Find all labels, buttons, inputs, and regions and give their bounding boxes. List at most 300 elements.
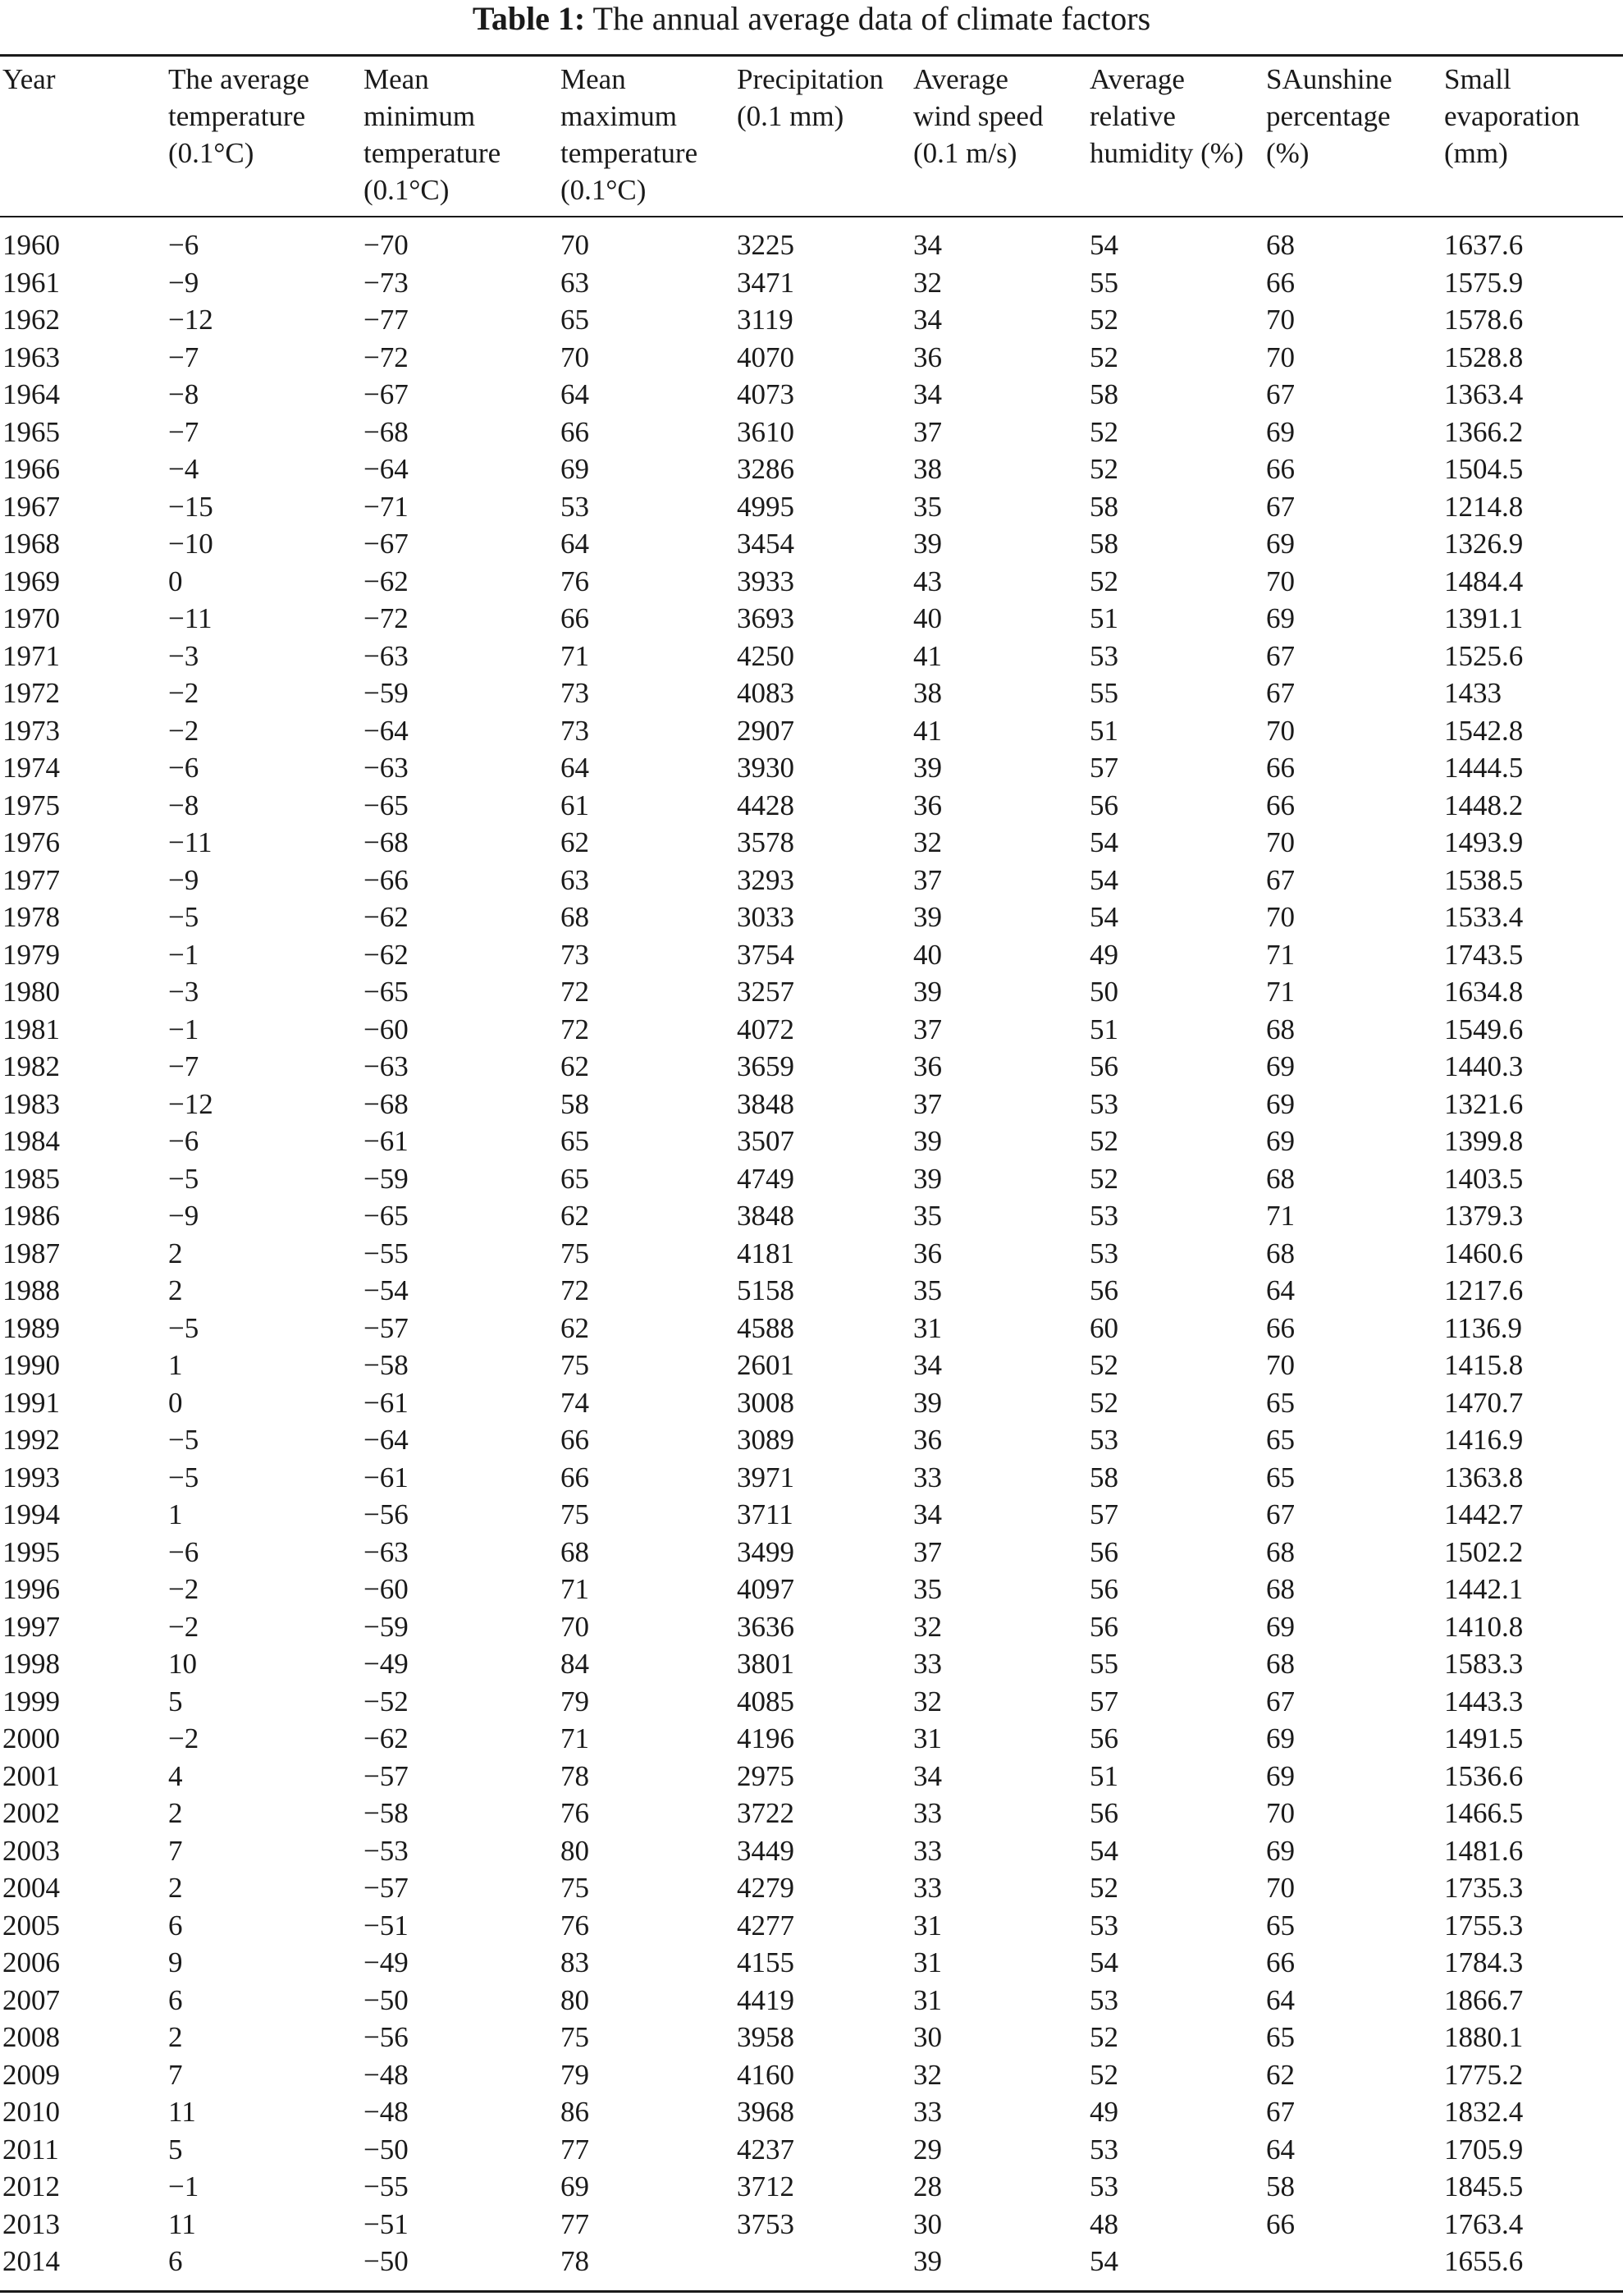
cell-sunshine-percentage: 71 — [1266, 938, 1295, 971]
cell-mean-minimum-temperature: −60 — [363, 1013, 409, 1045]
table-caption — [0, 0, 1623, 38]
cell-precipitation: 3119 — [737, 304, 793, 336]
table-row — [0, 301, 1623, 339]
cell-average-wind-speed: 39 — [913, 976, 942, 1008]
table-row — [0, 488, 1623, 526]
cell-average-relative-humidity: 54 — [1090, 1946, 1118, 1978]
cell-average-wind-speed: 28 — [913, 2170, 942, 2202]
cell-mean-minimum-temperature: −61 — [363, 1125, 409, 1157]
cell-precipitation: 4072 — [737, 1013, 794, 1045]
cell-sunshine-percentage: 65 — [1266, 1424, 1295, 1456]
cell-mean-maximum-temperature: 84 — [560, 1648, 589, 1680]
cell-small-evaporation: 1460.6 — [1444, 1237, 1524, 1269]
cell-average-wind-speed: 33 — [913, 2096, 942, 2128]
cell-small-evaporation: 1442.1 — [1444, 1573, 1524, 1605]
cell-mean-maximum-temperature: 66 — [560, 602, 589, 634]
cell-mean-minimum-temperature: −50 — [363, 2133, 409, 2166]
cell-average-temperature: −6 — [168, 1535, 199, 1568]
cell-average-temperature: −2 — [168, 1573, 199, 1605]
cell-year: 1963 — [2, 341, 60, 373]
cell-small-evaporation: 1743.5 — [1444, 938, 1524, 971]
table-row — [0, 638, 1623, 675]
cell-year: 1996 — [2, 1573, 60, 1605]
cell-sunshine-percentage: 66 — [1266, 2207, 1295, 2240]
cell-small-evaporation: 1440.3 — [1444, 1050, 1524, 1082]
cell-small-evaporation: 1321.6 — [1444, 1087, 1524, 1120]
cell-average-relative-humidity: 54 — [1090, 229, 1118, 261]
cell-precipitation: 2907 — [737, 714, 794, 747]
cell-small-evaporation: 1832.4 — [1444, 2096, 1524, 2128]
cell-small-evaporation: 1214.8 — [1444, 490, 1524, 523]
cell-small-evaporation: 1775.2 — [1444, 2058, 1524, 2091]
cell-sunshine-percentage: 68 — [1266, 229, 1295, 261]
cell-average-relative-humidity: 57 — [1090, 1685, 1118, 1717]
cell-average-temperature: −9 — [168, 1200, 199, 1232]
cell-small-evaporation: 1575.9 — [1444, 266, 1524, 299]
table-row — [0, 1571, 1623, 1608]
cell-average-wind-speed: 38 — [913, 677, 942, 709]
cell-average-relative-humidity: 56 — [1090, 1573, 1118, 1605]
table-row — [0, 1086, 1623, 1123]
cell-mean-minimum-temperature: −48 — [363, 2058, 409, 2091]
table-row — [0, 264, 1623, 302]
cell-year: 1992 — [2, 1424, 60, 1456]
cell-average-temperature: −5 — [168, 1162, 199, 1195]
table-body — [0, 226, 1623, 2280]
cell-average-wind-speed: 39 — [913, 752, 942, 784]
cell-mean-minimum-temperature: −61 — [363, 1461, 409, 1493]
cell-small-evaporation: 1433 — [1444, 677, 1502, 709]
cell-average-temperature: −7 — [168, 1050, 199, 1082]
table-caption-label: Table 1: — [472, 0, 586, 37]
table-caption-text: The annual average data of climate factors — [592, 0, 1151, 37]
cell-average-wind-speed: 37 — [913, 1013, 942, 1045]
table-row — [0, 1384, 1623, 1422]
cell-mean-minimum-temperature: −52 — [363, 1685, 409, 1717]
cell-small-evaporation: 1634.8 — [1444, 976, 1524, 1008]
cell-precipitation: 3693 — [737, 602, 794, 634]
cell-sunshine-percentage: 66 — [1266, 266, 1295, 299]
cell-precipitation: 3507 — [737, 1125, 794, 1157]
cell-year: 1994 — [2, 1498, 60, 1530]
cell-average-temperature: 7 — [168, 1834, 183, 1867]
cell-mean-maximum-temperature: 80 — [560, 1983, 589, 2016]
cell-average-relative-humidity: 53 — [1090, 1087, 1118, 1120]
cell-average-relative-humidity: 51 — [1090, 602, 1118, 634]
cell-precipitation: 4428 — [737, 789, 794, 821]
cell-sunshine-percentage: 70 — [1266, 1872, 1295, 1904]
cell-average-temperature: 2 — [168, 1797, 183, 1829]
cell-mean-minimum-temperature: −68 — [363, 826, 409, 858]
cell-average-wind-speed: 39 — [913, 901, 942, 933]
cell-mean-maximum-temperature: 62 — [560, 826, 589, 858]
cell-precipitation: 3968 — [737, 2096, 794, 2128]
cell-precipitation: 3711 — [737, 1498, 793, 1530]
cell-small-evaporation: 1784.3 — [1444, 1946, 1524, 1978]
cell-mean-maximum-temperature: 74 — [560, 1386, 589, 1419]
cell-average-relative-humidity: 53 — [1090, 1909, 1118, 1942]
cell-year: 1969 — [2, 565, 60, 597]
cell-average-relative-humidity: 56 — [1090, 1535, 1118, 1568]
cell-average-temperature: −11 — [168, 826, 213, 858]
cell-sunshine-percentage: 70 — [1266, 565, 1295, 597]
table-row — [0, 712, 1623, 750]
cell-precipitation: 4279 — [737, 1872, 794, 1904]
cell-average-wind-speed: 32 — [913, 1685, 942, 1717]
cell-mean-minimum-temperature: −50 — [363, 1983, 409, 2016]
cell-mean-minimum-temperature: −63 — [363, 1535, 409, 1568]
cell-average-temperature: −6 — [168, 1125, 199, 1157]
cell-mean-maximum-temperature: 76 — [560, 1797, 589, 1829]
table-row — [0, 1832, 1623, 1870]
cell-average-relative-humidity: 52 — [1090, 1162, 1118, 1195]
cell-mean-maximum-temperature: 71 — [560, 639, 589, 672]
cell-mean-minimum-temperature: −60 — [363, 1573, 409, 1605]
cell-mean-minimum-temperature: −62 — [363, 938, 409, 971]
table-row — [0, 1869, 1623, 1907]
cell-mean-minimum-temperature: −57 — [363, 1311, 409, 1344]
cell-average-wind-speed: 37 — [913, 863, 942, 896]
cell-average-temperature: −5 — [168, 1461, 199, 1493]
cell-mean-maximum-temperature: 61 — [560, 789, 589, 821]
table-row — [0, 1720, 1623, 1758]
table-row — [0, 451, 1623, 488]
cell-sunshine-percentage: 66 — [1266, 789, 1295, 821]
cell-sunshine-percentage: 69 — [1266, 1050, 1295, 1082]
table-header — [0, 61, 1623, 213]
cell-average-relative-humidity: 56 — [1090, 789, 1118, 821]
table-row — [0, 2131, 1623, 2169]
cell-average-wind-speed: 39 — [913, 1125, 942, 1157]
cell-precipitation: 3454 — [737, 528, 794, 560]
cell-mean-maximum-temperature: 71 — [560, 1573, 589, 1605]
cell-year: 1975 — [2, 789, 60, 821]
cell-precipitation: 3848 — [737, 1200, 794, 1232]
cell-small-evaporation: 1491.5 — [1444, 1722, 1524, 1754]
cell-year: 2000 — [2, 1722, 60, 1754]
cell-mean-maximum-temperature: 76 — [560, 565, 589, 597]
cell-average-wind-speed: 34 — [913, 304, 942, 336]
cell-mean-maximum-temperature: 66 — [560, 1424, 589, 1456]
cell-mean-minimum-temperature: −64 — [363, 453, 409, 485]
cell-precipitation: 3753 — [737, 2207, 794, 2240]
table-top-rule — [0, 54, 1623, 57]
cell-average-temperature: −1 — [168, 2170, 199, 2202]
table-row — [0, 1048, 1623, 1086]
cell-average-relative-humidity: 54 — [1090, 2245, 1118, 2277]
cell-precipitation: 3801 — [737, 1648, 794, 1680]
cell-average-temperature: 5 — [168, 1685, 183, 1717]
column-header-average-wind-speed: Average wind speed (0.1 m/s) — [913, 63, 1044, 169]
cell-mean-maximum-temperature: 58 — [560, 1087, 589, 1120]
cell-precipitation: 4250 — [737, 639, 794, 672]
cell-year: 2009 — [2, 2058, 60, 2091]
cell-sunshine-percentage: 65 — [1266, 1386, 1295, 1419]
column-header-average-relative-humidity: Average relative humidity (%) — [1090, 63, 1244, 169]
cell-mean-minimum-temperature: −73 — [363, 266, 409, 299]
cell-average-wind-speed: 33 — [913, 1461, 942, 1493]
table-row — [0, 936, 1623, 974]
column-header-precipitation: Precipitation (0.1 mm) — [737, 63, 884, 132]
cell-average-temperature: −2 — [168, 1722, 199, 1754]
cell-sunshine-percentage: 67 — [1266, 378, 1295, 410]
cell-small-evaporation: 1391.1 — [1444, 602, 1524, 634]
cell-precipitation: 3636 — [737, 1610, 794, 1643]
cell-year: 1993 — [2, 1461, 60, 1493]
cell-average-wind-speed: 30 — [913, 2207, 942, 2240]
cell-mean-minimum-temperature: −68 — [363, 1087, 409, 1120]
cell-average-temperature: −2 — [168, 714, 199, 747]
cell-average-wind-speed: 36 — [913, 1050, 942, 1082]
column-header-sunshine-percentage: SAunshine percentage (%) — [1266, 63, 1392, 169]
cell-mean-maximum-temperature: 64 — [560, 528, 589, 560]
table-row — [0, 414, 1623, 451]
cell-sunshine-percentage: 69 — [1266, 415, 1295, 448]
cell-mean-maximum-temperature: 68 — [560, 901, 589, 933]
cell-sunshine-percentage: 69 — [1266, 1087, 1295, 1120]
cell-sunshine-percentage: 67 — [1266, 490, 1295, 523]
cell-mean-maximum-temperature: 72 — [560, 1274, 589, 1306]
cell-small-evaporation: 1502.2 — [1444, 1535, 1524, 1568]
cell-average-temperature: 9 — [168, 1946, 183, 1978]
cell-average-temperature: 6 — [168, 2245, 183, 2277]
cell-year: 1986 — [2, 1200, 60, 1232]
cell-mean-minimum-temperature: −53 — [363, 1834, 409, 1867]
cell-year: 1991 — [2, 1386, 60, 1419]
table-row — [0, 1944, 1623, 1982]
cell-average-temperature: −1 — [168, 938, 199, 971]
cell-small-evaporation: 1538.5 — [1444, 863, 1524, 896]
cell-precipitation: 4070 — [737, 341, 794, 373]
cell-year: 2008 — [2, 2021, 60, 2053]
cell-year: 1971 — [2, 639, 60, 672]
cell-average-temperature: −8 — [168, 789, 199, 821]
column-header-year: Year — [2, 63, 56, 95]
cell-sunshine-percentage: 69 — [1266, 528, 1295, 560]
table-row — [0, 563, 1623, 601]
cell-average-wind-speed: 36 — [913, 1424, 942, 1456]
cell-small-evaporation: 1533.4 — [1444, 901, 1524, 933]
cell-small-evaporation: 1470.7 — [1444, 1386, 1524, 1419]
cell-mean-minimum-temperature: −54 — [363, 1274, 409, 1306]
cell-mean-maximum-temperature: 79 — [560, 2058, 589, 2091]
cell-mean-minimum-temperature: −68 — [363, 415, 409, 448]
table-row — [0, 1645, 1623, 1683]
cell-average-wind-speed: 33 — [913, 1648, 942, 1680]
cell-precipitation: 4277 — [737, 1909, 794, 1942]
cell-average-relative-humidity: 51 — [1090, 1759, 1118, 1792]
cell-small-evaporation: 1637.6 — [1444, 229, 1524, 261]
cell-mean-minimum-temperature: −51 — [363, 2207, 409, 2240]
table-row — [0, 1421, 1623, 1459]
cell-average-relative-humidity: 53 — [1090, 2133, 1118, 2166]
cell-precipitation: 4237 — [737, 2133, 794, 2166]
cell-sunshine-percentage: 69 — [1266, 1834, 1295, 1867]
cell-average-relative-humidity: 53 — [1090, 1424, 1118, 1456]
cell-mean-maximum-temperature: 65 — [560, 304, 589, 336]
cell-average-temperature: −5 — [168, 901, 199, 933]
cell-average-wind-speed: 39 — [913, 1386, 942, 1419]
cell-sunshine-percentage: 68 — [1266, 1013, 1295, 1045]
cell-small-evaporation: 1416.9 — [1444, 1424, 1524, 1456]
cell-mean-minimum-temperature: −48 — [363, 2096, 409, 2128]
cell-average-relative-humidity: 57 — [1090, 1498, 1118, 1530]
cell-sunshine-percentage: 67 — [1266, 1498, 1295, 1530]
cell-year: 1983 — [2, 1087, 60, 1120]
cell-small-evaporation: 1504.5 — [1444, 453, 1524, 485]
cell-small-evaporation: 1880.1 — [1444, 2021, 1524, 2053]
cell-precipitation: 4181 — [737, 1237, 794, 1269]
cell-mean-minimum-temperature: −50 — [363, 2245, 409, 2277]
cell-mean-maximum-temperature: 69 — [560, 2170, 589, 2202]
cell-small-evaporation: 1444.5 — [1444, 752, 1524, 784]
cell-sunshine-percentage: 71 — [1266, 1200, 1295, 1232]
cell-average-temperature: −3 — [168, 976, 199, 1008]
cell-small-evaporation: 1443.3 — [1444, 1685, 1524, 1717]
cell-year: 2011 — [2, 2133, 59, 2166]
cell-mean-minimum-temperature: −65 — [363, 976, 409, 1008]
cell-sunshine-percentage: 69 — [1266, 1759, 1295, 1792]
cell-year: 1962 — [2, 304, 60, 336]
cell-average-temperature: −5 — [168, 1311, 199, 1344]
cell-year: 1980 — [2, 976, 60, 1008]
cell-average-relative-humidity: 52 — [1090, 1125, 1118, 1157]
cell-mean-maximum-temperature: 62 — [560, 1050, 589, 1082]
table-row — [0, 862, 1623, 899]
cell-mean-maximum-temperature: 70 — [560, 1610, 589, 1643]
cell-mean-minimum-temperature: −49 — [363, 1946, 409, 1978]
cell-mean-maximum-temperature: 66 — [560, 415, 589, 448]
table-row — [0, 1459, 1623, 1497]
table-row — [0, 1011, 1623, 1049]
cell-average-wind-speed: 43 — [913, 565, 942, 597]
table-row — [0, 226, 1623, 264]
cell-mean-maximum-temperature: 86 — [560, 2096, 589, 2128]
cell-sunshine-percentage: 67 — [1266, 639, 1295, 672]
table-row — [0, 1347, 1623, 1384]
cell-average-temperature: 4 — [168, 1759, 183, 1792]
cell-sunshine-percentage: 69 — [1266, 1610, 1295, 1643]
cell-mean-minimum-temperature: −70 — [363, 229, 409, 261]
cell-average-wind-speed: 32 — [913, 826, 942, 858]
table-row — [0, 675, 1623, 712]
cell-average-relative-humidity: 52 — [1090, 453, 1118, 485]
cell-average-wind-speed: 34 — [913, 229, 942, 261]
cell-mean-minimum-temperature: −61 — [363, 1386, 409, 1419]
cell-average-wind-speed: 39 — [913, 2245, 942, 2277]
cell-average-wind-speed: 34 — [913, 378, 942, 410]
cell-small-evaporation: 1763.4 — [1444, 2207, 1524, 2240]
cell-year: 1967 — [2, 490, 60, 523]
cell-small-evaporation: 1484.4 — [1444, 565, 1524, 597]
cell-average-relative-humidity: 58 — [1090, 1461, 1118, 1493]
cell-small-evaporation: 1735.3 — [1444, 1872, 1524, 1904]
cell-precipitation: 4155 — [737, 1946, 794, 1978]
cell-average-wind-speed: 38 — [913, 453, 942, 485]
cell-mean-maximum-temperature: 73 — [560, 677, 589, 709]
cell-precipitation: 3659 — [737, 1050, 794, 1082]
cell-mean-maximum-temperature: 66 — [560, 1461, 589, 1493]
cell-average-relative-humidity: 48 — [1090, 2207, 1118, 2240]
cell-mean-minimum-temperature: −62 — [363, 901, 409, 933]
cell-mean-minimum-temperature: −64 — [363, 1424, 409, 1456]
cell-average-temperature: 2 — [168, 1872, 183, 1904]
cell-precipitation: 3089 — [737, 1424, 794, 1456]
cell-year: 1988 — [2, 1274, 60, 1306]
cell-mean-minimum-temperature: −57 — [363, 1759, 409, 1792]
cell-year: 1997 — [2, 1610, 60, 1643]
table-row — [0, 1683, 1623, 1721]
table-row — [0, 1795, 1623, 1832]
cell-small-evaporation: 1481.6 — [1444, 1834, 1524, 1867]
cell-average-wind-speed: 32 — [913, 2058, 942, 2091]
cell-small-evaporation: 1217.6 — [1444, 1274, 1524, 1306]
cell-year: 1960 — [2, 229, 60, 261]
cell-mean-minimum-temperature: −59 — [363, 1610, 409, 1643]
cell-average-wind-speed: 37 — [913, 1535, 942, 1568]
cell-precipitation: 3033 — [737, 901, 794, 933]
cell-average-relative-humidity: 53 — [1090, 1983, 1118, 2016]
cell-year: 2014 — [2, 2245, 60, 2277]
cell-year: 1984 — [2, 1125, 60, 1157]
cell-small-evaporation: 1363.4 — [1444, 378, 1524, 410]
cell-precipitation: 3293 — [737, 863, 794, 896]
cell-average-wind-speed: 36 — [913, 789, 942, 821]
table-bottom-rule — [0, 2290, 1623, 2293]
cell-sunshine-percentage: 70 — [1266, 1797, 1295, 1829]
cell-year: 1970 — [2, 602, 60, 634]
cell-mean-maximum-temperature: 73 — [560, 938, 589, 971]
cell-mean-maximum-temperature: 62 — [560, 1311, 589, 1344]
cell-mean-maximum-temperature: 80 — [560, 1834, 589, 1867]
cell-average-wind-speed: 33 — [913, 1872, 942, 1904]
cell-year: 1961 — [2, 266, 60, 299]
cell-average-relative-humidity: 60 — [1090, 1311, 1118, 1344]
cell-year: 1990 — [2, 1349, 60, 1381]
cell-mean-maximum-temperature: 64 — [560, 752, 589, 784]
cell-year: 1976 — [2, 826, 60, 858]
cell-sunshine-percentage: 68 — [1266, 1237, 1295, 1269]
table-row — [0, 2206, 1623, 2243]
cell-year: 2006 — [2, 1946, 60, 1978]
cell-average-wind-speed: 29 — [913, 2133, 942, 2166]
cell-average-relative-humidity: 52 — [1090, 304, 1118, 336]
cell-small-evaporation: 1493.9 — [1444, 826, 1524, 858]
cell-average-temperature: −7 — [168, 415, 199, 448]
cell-sunshine-percentage: 68 — [1266, 1648, 1295, 1680]
cell-average-temperature: −6 — [168, 752, 199, 784]
cell-year: 2003 — [2, 1834, 60, 1867]
cell-mean-maximum-temperature: 70 — [560, 229, 589, 261]
cell-mean-maximum-temperature: 77 — [560, 2133, 589, 2166]
cell-average-wind-speed: 31 — [913, 1946, 942, 1978]
column-header-small-evaporation: Small evaporation (mm) — [1444, 63, 1580, 169]
cell-year: 1981 — [2, 1013, 60, 1045]
cell-precipitation: 3971 — [737, 1461, 794, 1493]
cell-precipitation: 3722 — [737, 1797, 794, 1829]
cell-mean-maximum-temperature: 75 — [560, 2021, 589, 2053]
cell-mean-minimum-temperature: −63 — [363, 752, 409, 784]
cell-sunshine-percentage: 70 — [1266, 826, 1295, 858]
cell-precipitation: 3610 — [737, 415, 794, 448]
column-header-mean-maximum-temperature: Mean maximum temperature (0.1°C) — [560, 63, 698, 206]
cell-precipitation: 3754 — [737, 938, 794, 971]
cell-mean-minimum-temperature: −56 — [363, 1498, 409, 1530]
cell-average-relative-humidity: 56 — [1090, 1050, 1118, 1082]
cell-small-evaporation: 1845.5 — [1444, 2170, 1524, 2202]
table-row — [0, 525, 1623, 563]
table-row — [0, 1496, 1623, 1534]
